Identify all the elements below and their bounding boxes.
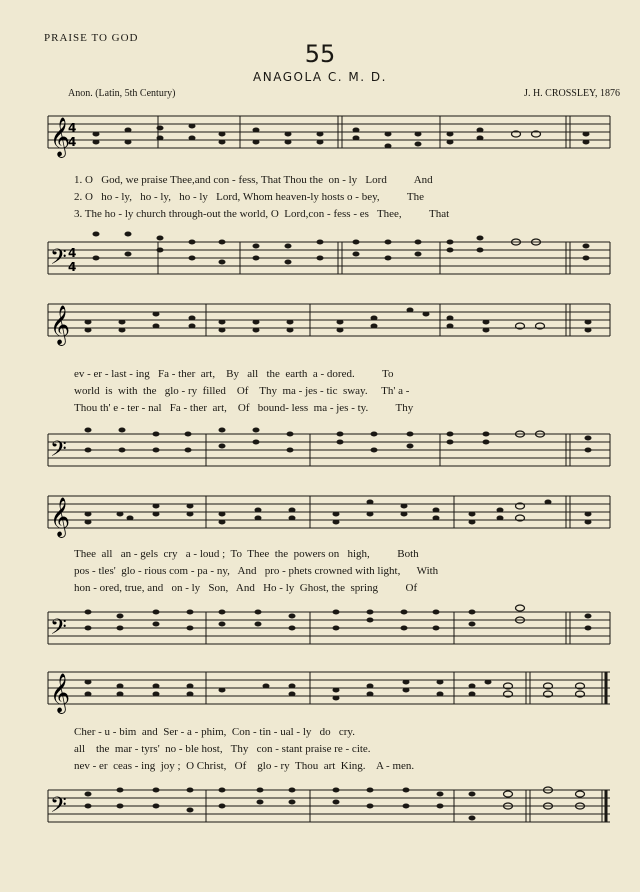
time-signature-top-bass: 4 [68, 246, 77, 260]
system-2-bass-staff [0, 420, 640, 480]
system-1-treble-staff [0, 108, 640, 164]
system-4-treble-staff [0, 664, 640, 720]
system-2-verse-1: ev - er - last - ing Fa - ther art, By all the earth a - dored. To [74, 368, 394, 380]
system-4-verse-3: nev - er ceas - ing joy ; O Christ, Of glo - ry Thou art King. A - men. [74, 760, 415, 772]
system-4-bass-staff [0, 776, 640, 846]
system-3-verse-2: pos - tles' glo - rious com - pa - ny, And pro - phets crowned with light, With [74, 565, 439, 577]
system-3-bass-staff [0, 598, 640, 658]
bass-clef-icon: 𝄢 [50, 245, 67, 275]
system-2-verse-3: Thou th' e - ter - nal Fa - ther art, Of bound- less ma - jes - ty. Thy [74, 402, 414, 414]
bass-clef-icon: 𝄢 [50, 615, 67, 645]
tune-name: ANAGOLA C. M. D. [253, 70, 387, 84]
system-3-treble-staff [0, 488, 640, 544]
system-2-treble-staff [0, 296, 640, 352]
time-signature-bottom: 4 [68, 135, 77, 149]
system-1-verse-1: 1. O God, we praise Thee,and con - fess, That Thou the on - ly Lord And [74, 174, 433, 186]
text-credit: Anon. (Latin, 5th Century) [68, 88, 176, 99]
bass-clef-icon: 𝄢 [50, 793, 67, 823]
treble-clef-icon: 𝄞 [50, 117, 71, 157]
music-credit: J. H. CROSSLEY, 1876 [524, 88, 620, 99]
time-signature-top: 4 [68, 121, 77, 135]
bass-clef-icon: 𝄢 [50, 437, 67, 467]
system-1-verse-2: 2. O ho - ly, ho - ly, ho - ly Lord, Whom heaven-ly hosts o - bey, The [74, 191, 425, 203]
system-2-verse-2: world is with the glo - ry filled Of Thy ma - jes - tic sway. Th' a - [74, 385, 410, 397]
system-1-bass-staff [0, 228, 640, 288]
system-4-verse-1: Cher - u - bim and Ser - a - phim, Con - tin - ual - ly do cry. [74, 726, 355, 738]
section-header: PRAISE TO GOD [44, 32, 139, 44]
time-signature-bottom-bass: 4 [68, 260, 77, 274]
system-4-verse-2: all the mar - tyrs' no - ble host, Thy con - stant praise re - cite. [74, 743, 371, 755]
treble-clef-icon: 𝄞 [50, 497, 71, 537]
system-3-verse-1: Thee all an - gels cry a - loud ; To Thee the powers on high, Both [74, 548, 419, 560]
treble-clef-icon: 𝄞 [50, 673, 71, 713]
system-1-verse-3: 3. The ho - ly church through-out the world, O Lord,con - fess - es Thee, That [74, 208, 450, 220]
system-3-verse-3: hon - ored, true, and on - ly Son, And Ho - ly Ghost, the spring Of [74, 582, 418, 594]
treble-clef-icon: 𝄞 [50, 305, 71, 345]
hymn-number: 55 [304, 40, 336, 68]
